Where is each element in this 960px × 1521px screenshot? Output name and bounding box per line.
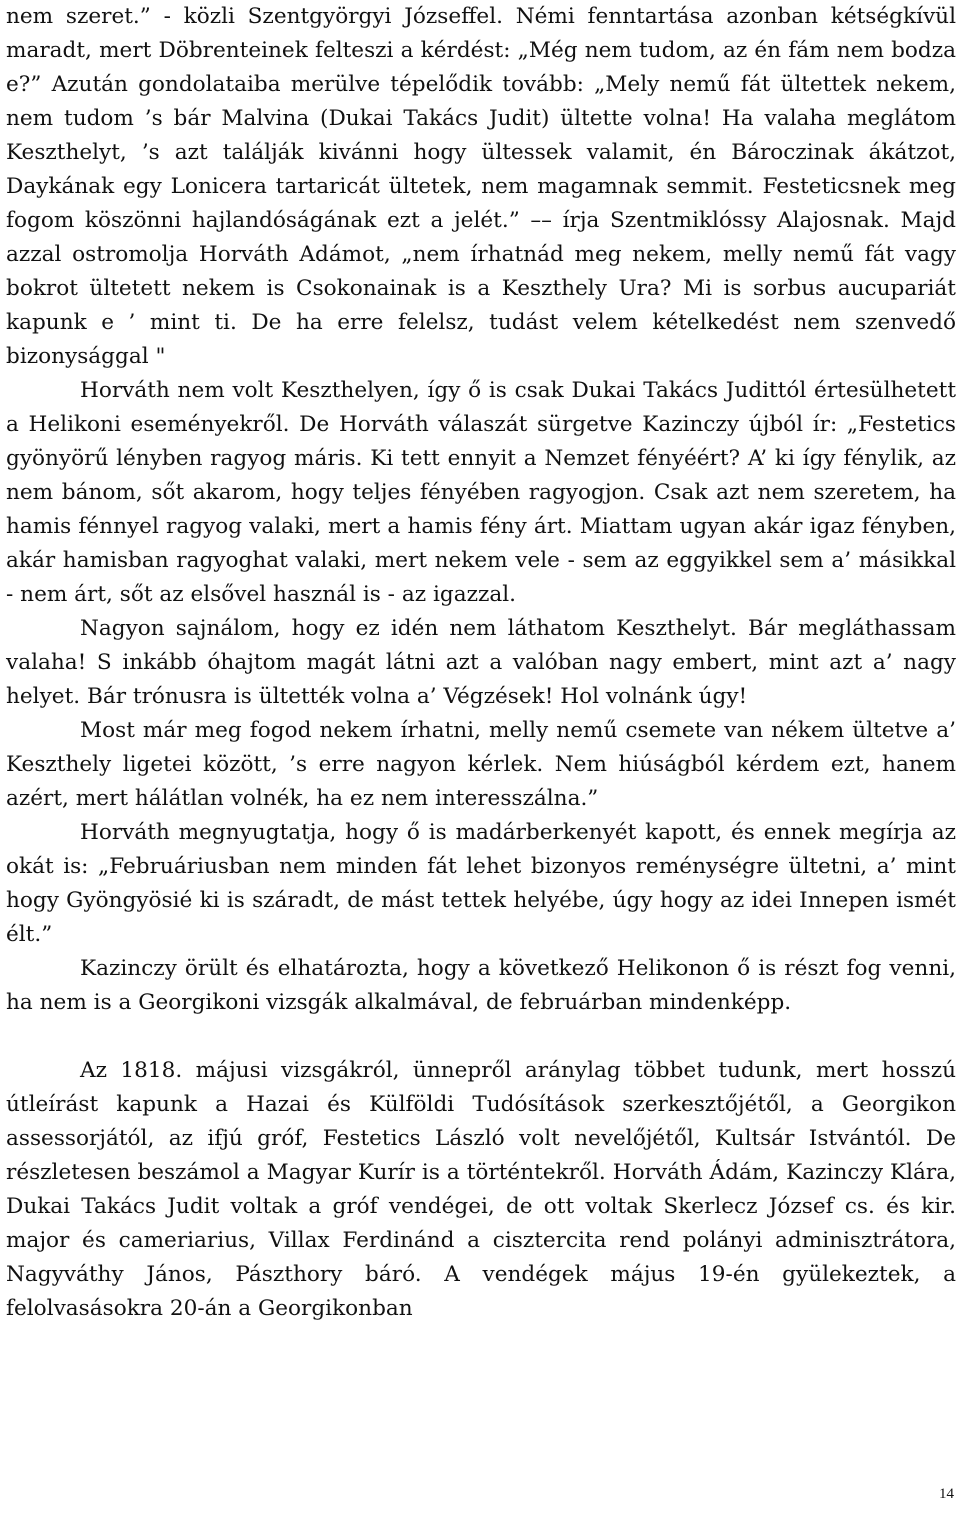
paragraph-3: Nagyon sajnálom, hogy ez idén nem láthatom Keszthelyt. Bár megláthassam valaha! S inkább óhajtom magát látni azt a valóban nagy embert, mint azt a’ nagy helyet. Bár trónusra is ültették volna a’ Végzések! Hol volnánk úgy! (6, 616, 956, 709)
paragraph-4: Most már meg fogod nekem írhatni, melly nemű csemete van nékem ültetve a’ Keszthely ligetei között, ’s erre nagyon kérlek. Nem hiúságból kérdem ezt, hanem azért, mert hálátlan volnék, ha ez nem interesszálna.” (6, 718, 956, 811)
document-body (6, 0, 956, 1326)
paragraph-6: Kazinczy örült és elhatározta, hogy a következő Helikonon ő is részt fog venni, ha nem is a Georgikoni vizsgák alkalmával, de februárban mindenképp. (6, 956, 956, 1015)
page-number: 14 (939, 1486, 954, 1502)
paragraph-5: Horváth megnyugtatja, hogy ő is madárberkenyét kapott, és ennek megírja az okát is: „Februáriusban nem minden fát lehet bizonyos reménységre ültetni, a’ mint hogy Gyöngyösié ki is száradt, de mást tettek helyébe, úgy hogy az idei Innepen ismét élt.” (6, 820, 956, 947)
paragraph-2: Horváth nem volt Keszthelyen, így ő is csak Dukai Takács Judittól értesülhetett a Helikoni eseményekről. De Horváth válaszát sürgetve Kazinczy újból ír: „Festetics gyönyörű lényben ragyog máris. Ki tett ennyit a Nemzet fényéért? A’ ki így fénylik, az nem bánom, sőt akarom, hogy teljes fényében ragyogjon. Csak azt nem szeretem, ha hamis fénnyel ragyog valaki, mert a hamis fény árt. Miattam ugyan akár igaz fényben, akár hamisban ragyoghat valaki, mert nekem vele - sem az eggyikkel sem a’ másikkal - nem árt, sőt az elsővel használ is - az igazzal. (6, 378, 956, 607)
paragraph-1: nem szeret.” - közli Szentgyörgyi Józseffel. Némi fenntartása azonban kétségkívül maradt, mert Döbrenteinek felteszi a kérdést: „Még nem tudom, az én fám nem bodza e?” Azután gondolataiba merülve tépelődik tovább: „Mely nemű fát ültettek nekem, nem tudom ’s bár Malvina (Dukai Takács Judit) ültette volna! Ha valaha meglátom Keszthelyt, ’s azt találják kivánni hogy ültessek valamit, én Bároczinak ákátzot, Daykának egy Lonicera tartaricát ültetek, nem magamnak semmit. Festeticsnek meg fogom köszönni hajlandóságának ezt a jelét.” –– írja Szentmiklóssy Alajosnak. Majd azzal ostromolja Horváth Adámot, „nem írhatnád meg nekem, melly nemű fát vagy bokrot ültetett nekem is Csokonainak is a Keszthely Ura? Mi is sorbus aucupariát kapunk e ’ mint ti. De ha erre felelsz, tudást velem kételkedést nem szenvedő bizonysággal " (6, 4, 956, 369)
paragraph-7: Az 1818. májusi vizsgákról, ünnepről aránylag többet tudunk, mert hosszú útleírást kapunk a Hazai és Külföldi Tudósítások szerkesztőjétől, a Georgikon assessorjától, az ifjú gróf, Festetics László volt nevelőjétől, Kultsár Istvántól. De részletesen beszámol a Magyar Kurír is a történtekről. Horváth Ádám, Kazinczy Klára, Dukai Takács Judit voltak a gróf vendégei, de ott voltak Skerlecz József cs. és kir. major és cameriarius, Villax Ferdinánd a cisztercita rend polányi adminisztrátora, Nagyváthy János, Pászthory báró. A vendégek május 19-én gyülekeztek, a felolvasásokra 20-án a Georgikonban (6, 1058, 956, 1321)
